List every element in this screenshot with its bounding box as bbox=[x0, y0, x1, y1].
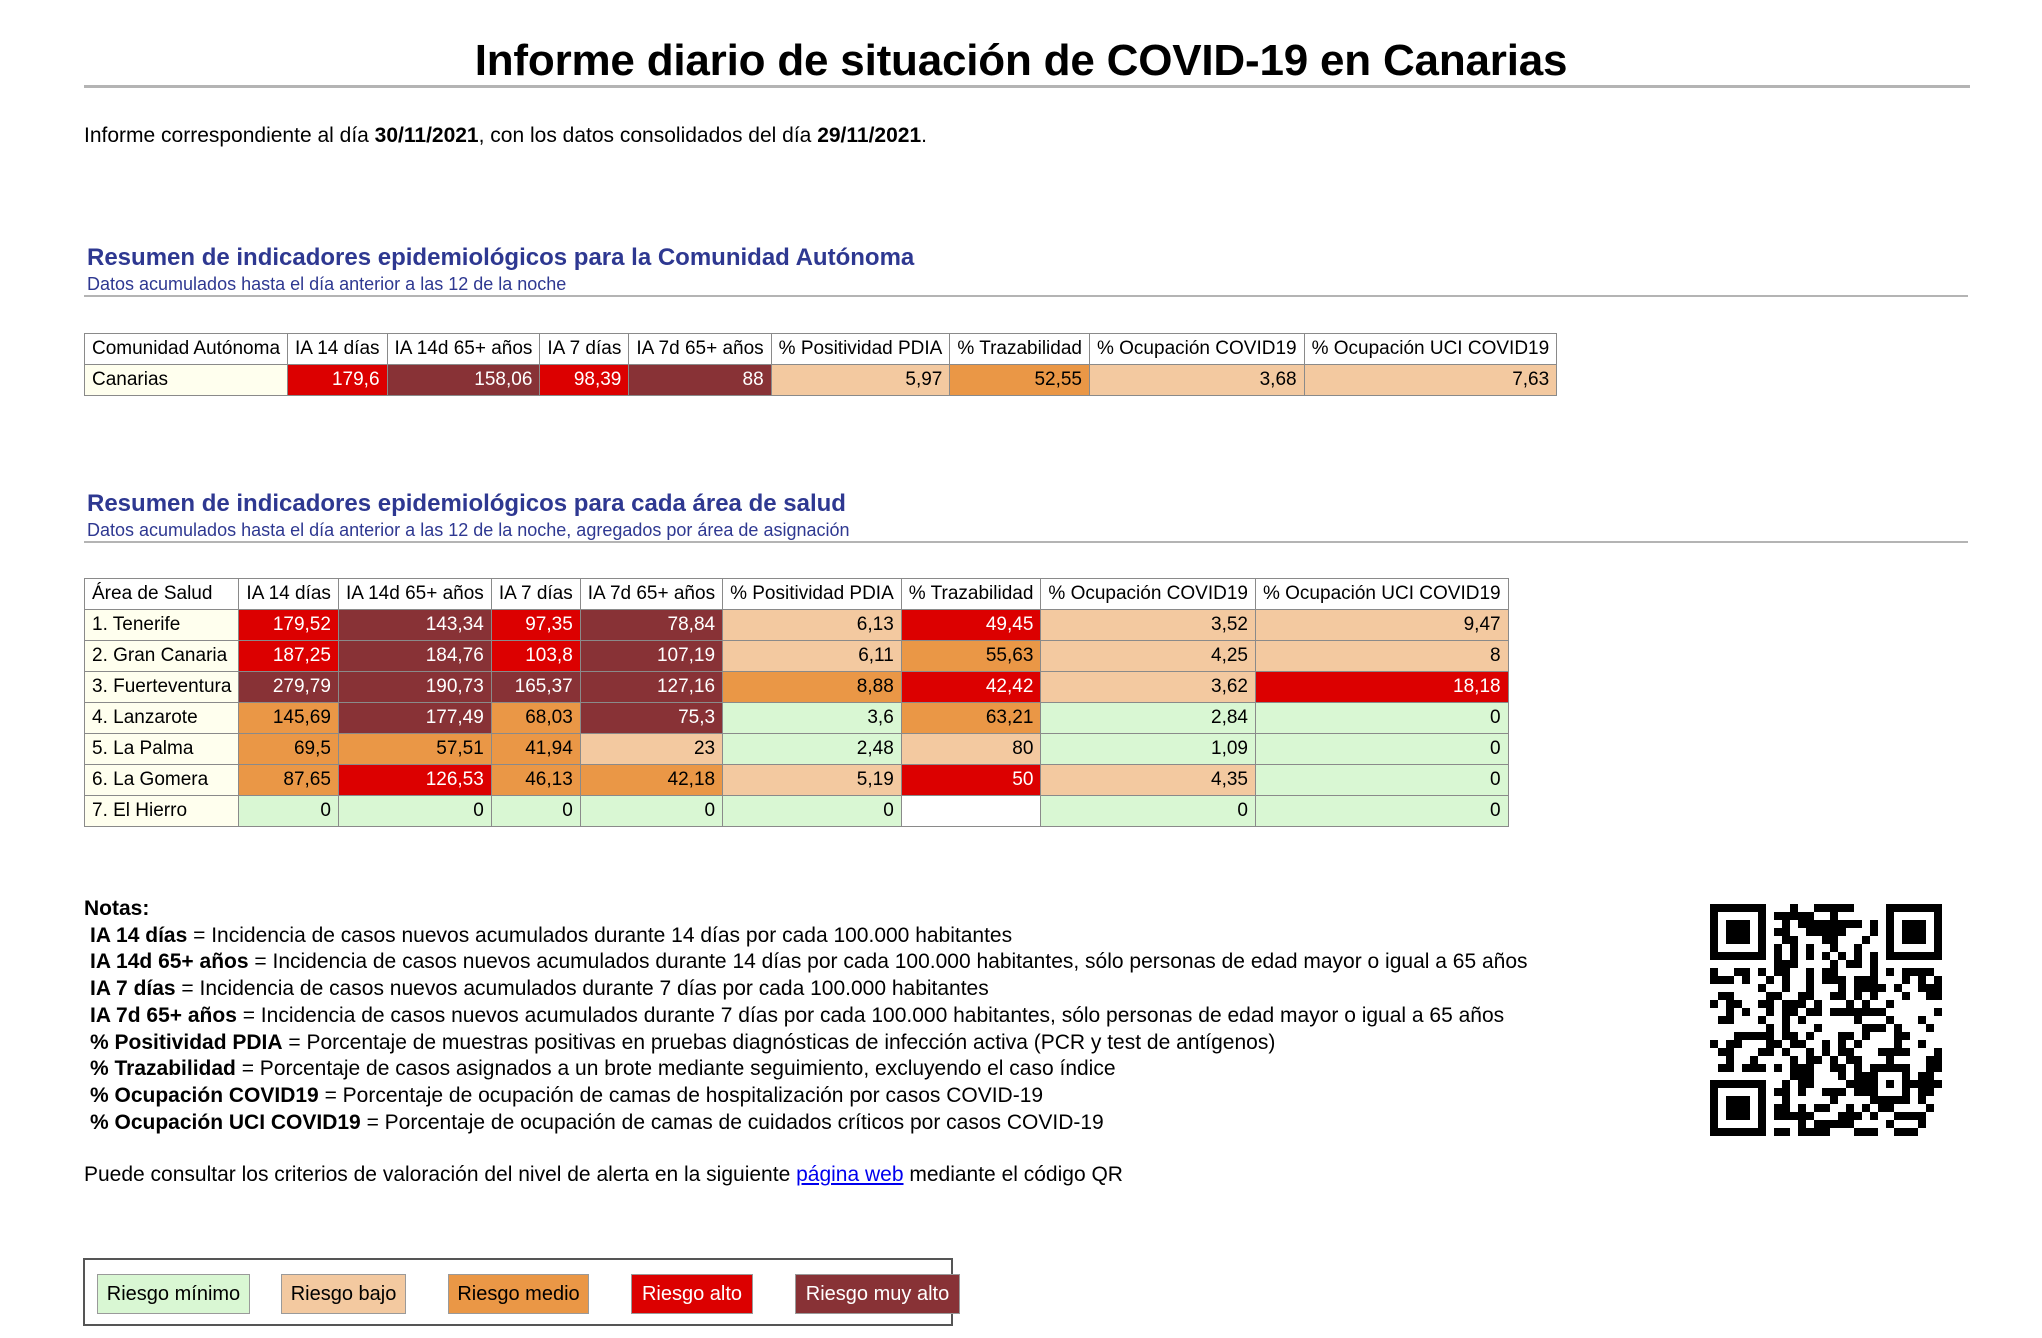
column-header: IA 14 días bbox=[239, 579, 339, 610]
note-term: % Positividad PDIA bbox=[90, 1030, 283, 1054]
note-term: % Trazabilidad bbox=[90, 1057, 236, 1081]
indicator-cell: 3,68 bbox=[1089, 365, 1304, 396]
legend-item: Riesgo mínimo bbox=[97, 1274, 250, 1314]
indicator-cell: 8 bbox=[1255, 641, 1508, 672]
legend-item: Riesgo medio bbox=[448, 1274, 589, 1314]
indicator-cell: 0 bbox=[338, 796, 491, 827]
footer-suffix: mediante el código QR bbox=[903, 1163, 1123, 1186]
note-item bbox=[84, 923, 1528, 950]
indicator-cell: 4,35 bbox=[1041, 765, 1256, 796]
indicator-cell: 179,6 bbox=[288, 365, 388, 396]
row-label: 2. Gran Canaria bbox=[85, 641, 239, 672]
report-date: 30/11/2021 bbox=[374, 124, 479, 147]
indicator-cell: 3,52 bbox=[1041, 610, 1256, 641]
note-item bbox=[84, 1056, 1528, 1083]
note-definition: = Porcentaje de casos asignados a un brote mediante seguimiento, excluyendo el caso índice bbox=[235, 1057, 1116, 1081]
column-header: % Ocupación COVID19 bbox=[1089, 334, 1304, 365]
indicator-cell: 127,16 bbox=[580, 672, 722, 703]
indicator-cell: 57,51 bbox=[338, 734, 491, 765]
indicator-cell: 88 bbox=[629, 365, 771, 396]
indicator-cell: 103,8 bbox=[491, 641, 580, 672]
footer-text bbox=[84, 1163, 1123, 1187]
ca-section-title: Resumen de indicadores epidemiológicos para la Comunidad Autónoma bbox=[87, 244, 915, 271]
indicator-cell: 184,76 bbox=[338, 641, 491, 672]
ca-section-divider bbox=[84, 295, 1968, 297]
indicator-cell: 0 bbox=[1255, 765, 1508, 796]
indicator-cell: 98,39 bbox=[540, 365, 629, 396]
indicator-cell: 3,6 bbox=[723, 703, 902, 734]
row-label: 6. La Gomera bbox=[85, 765, 239, 796]
title-divider bbox=[84, 85, 1970, 88]
qr-code-icon[interactable] bbox=[1710, 904, 1942, 1136]
column-header: IA 7d 65+ años bbox=[629, 334, 771, 365]
column-header: % Ocupación UCI COVID19 bbox=[1255, 579, 1508, 610]
indicator-cell: 41,94 bbox=[491, 734, 580, 765]
risk-legend bbox=[83, 1258, 953, 1326]
areas-section-divider bbox=[84, 541, 1968, 543]
indicator-cell: 23 bbox=[580, 734, 722, 765]
indicator-cell: 5,97 bbox=[771, 365, 950, 396]
note-definition: = Incidencia de casos nuevos acumulados durante 7 días por cada 100.000 habitantes, sólo personas de edad mayor o igual a 65 años bbox=[236, 1003, 1505, 1027]
table-row bbox=[85, 703, 1509, 734]
indicator-cell: 52,55 bbox=[950, 365, 1090, 396]
ca-section-subtitle: Datos acumulados hasta el día anterior a las 12 de la noche bbox=[87, 274, 567, 294]
indicator-cell: 50 bbox=[901, 765, 1041, 796]
indicator-cell: 9,47 bbox=[1255, 610, 1508, 641]
indicator-cell: 0 bbox=[1255, 703, 1508, 734]
notes-block bbox=[84, 896, 1528, 1136]
page-title: Informe diario de situación de COVID-19 en Canarias bbox=[474, 36, 1568, 85]
note-item bbox=[84, 976, 1528, 1003]
column-header: IA 7d 65+ años bbox=[580, 579, 722, 610]
indicator-cell: 68,03 bbox=[491, 703, 580, 734]
column-header: % Trazabilidad bbox=[950, 334, 1090, 365]
note-definition: = Porcentaje de ocupación de camas de hospitalización por casos COVID-19 bbox=[318, 1083, 1044, 1107]
data-date: 29/11/2021 bbox=[817, 124, 922, 147]
indicator-cell: 0 bbox=[580, 796, 722, 827]
indicator-cell: 179,52 bbox=[239, 610, 339, 641]
note-term: IA 14d 65+ años bbox=[90, 950, 249, 974]
indicator-cell: 63,21 bbox=[901, 703, 1041, 734]
indicator-cell: 6,11 bbox=[723, 641, 902, 672]
row-label: 5. La Palma bbox=[85, 734, 239, 765]
indicator-cell: 0 bbox=[239, 796, 339, 827]
indicator-cell: 78,84 bbox=[580, 610, 722, 641]
report-intro bbox=[84, 124, 927, 148]
table-header-row bbox=[85, 334, 1557, 365]
indicator-cell: 190,73 bbox=[338, 672, 491, 703]
indicator-cell: 1,09 bbox=[1041, 734, 1256, 765]
indicator-cell: 2,84 bbox=[1041, 703, 1256, 734]
note-term: % Ocupación COVID19 bbox=[90, 1083, 319, 1107]
areas-section-subtitle: Datos acumulados hasta el día anterior a las 12 de la noche, agregados por área de asignación bbox=[87, 520, 850, 540]
indicator-cell: 18,18 bbox=[1255, 672, 1508, 703]
indicator-cell: 8,88 bbox=[723, 672, 902, 703]
alert-criteria-link[interactable]: página web bbox=[796, 1163, 904, 1186]
intro-middle: , con los datos consolidados del día bbox=[478, 124, 818, 147]
indicator-cell: 5,19 bbox=[723, 765, 902, 796]
column-header: Comunidad Autónoma bbox=[85, 334, 288, 365]
legend-item: Riesgo muy alto bbox=[795, 1274, 960, 1314]
note-definition: = Incidencia de casos nuevos acumulados durante 7 días por cada 100.000 habitantes bbox=[175, 977, 989, 1001]
row-label: 1. Tenerife bbox=[85, 610, 239, 641]
column-header: IA 7 días bbox=[540, 334, 629, 365]
column-header: Área de Salud bbox=[85, 579, 239, 610]
column-header: IA 14d 65+ años bbox=[387, 334, 540, 365]
column-header: % Positividad PDIA bbox=[771, 334, 950, 365]
column-header: % Ocupación UCI COVID19 bbox=[1304, 334, 1557, 365]
indicator-cell: 0 bbox=[1041, 796, 1256, 827]
indicator-cell: 69,5 bbox=[239, 734, 339, 765]
indicator-cell: 177,49 bbox=[338, 703, 491, 734]
indicator-cell: 107,19 bbox=[580, 641, 722, 672]
indicator-cell: 80 bbox=[901, 734, 1041, 765]
table-row bbox=[85, 796, 1509, 827]
notes-heading: Notas: bbox=[84, 897, 150, 920]
table-row bbox=[85, 672, 1509, 703]
column-header: % Ocupación COVID19 bbox=[1041, 579, 1256, 610]
note-item bbox=[84, 1083, 1528, 1110]
indicator-cell: 143,34 bbox=[338, 610, 491, 641]
table-row bbox=[85, 765, 1509, 796]
note-definition: = Porcentaje de ocupación de camas de cuidados críticos por casos COVID-19 bbox=[360, 1110, 1104, 1134]
legend-item: Riesgo alto bbox=[631, 1274, 753, 1314]
row-label: 4. Lanzarote bbox=[85, 703, 239, 734]
table-header-row bbox=[85, 579, 1509, 610]
intro-suffix: . bbox=[921, 124, 927, 147]
indicator-cell: 87,65 bbox=[239, 765, 339, 796]
areas-indicators-table bbox=[84, 578, 1509, 827]
indicator-cell: 49,45 bbox=[901, 610, 1041, 641]
row-label: 7. El Hierro bbox=[85, 796, 239, 827]
indicator-cell: 0 bbox=[1255, 796, 1508, 827]
column-header: % Positividad PDIA bbox=[723, 579, 902, 610]
note-item bbox=[84, 1030, 1528, 1057]
indicator-cell: 3,62 bbox=[1041, 672, 1256, 703]
table-row bbox=[85, 610, 1509, 641]
indicator-cell: 55,63 bbox=[901, 641, 1041, 672]
row-label: 3. Fuerteventura bbox=[85, 672, 239, 703]
column-header: IA 14d 65+ años bbox=[338, 579, 491, 610]
intro-prefix: Informe correspondiente al día bbox=[84, 124, 375, 147]
note-term: IA 14 días bbox=[90, 923, 188, 947]
row-label: Canarias bbox=[85, 365, 288, 396]
indicator-cell: 0 bbox=[1255, 734, 1508, 765]
indicator-cell: 2,48 bbox=[723, 734, 902, 765]
indicator-cell: 42,42 bbox=[901, 672, 1041, 703]
indicator-cell: 7,63 bbox=[1304, 365, 1557, 396]
table-row bbox=[85, 365, 1557, 396]
legend-item: Riesgo bajo bbox=[281, 1274, 406, 1314]
table-row bbox=[85, 641, 1509, 672]
note-term: % Ocupación UCI COVID19 bbox=[90, 1110, 361, 1134]
areas-section-title: Resumen de indicadores epidemiológicos para cada área de salud bbox=[87, 490, 846, 517]
indicator-cell: 279,79 bbox=[239, 672, 339, 703]
indicator-cell bbox=[901, 796, 1041, 827]
column-header: IA 7 días bbox=[491, 579, 580, 610]
note-definition: = Incidencia de casos nuevos acumulados durante 14 días por cada 100.000 habitantes, sólo personas de edad mayor o igual a 65 años bbox=[248, 950, 1528, 974]
indicator-cell: 6,13 bbox=[723, 610, 902, 641]
indicator-cell: 4,25 bbox=[1041, 641, 1256, 672]
note-term: IA 7 días bbox=[90, 977, 176, 1001]
indicator-cell: 46,13 bbox=[491, 765, 580, 796]
indicator-cell: 97,35 bbox=[491, 610, 580, 641]
table-row bbox=[85, 734, 1509, 765]
indicator-cell: 165,37 bbox=[491, 672, 580, 703]
note-item bbox=[84, 949, 1528, 976]
ca-indicators-table bbox=[84, 333, 1557, 396]
indicator-cell: 126,53 bbox=[338, 765, 491, 796]
column-header: % Trazabilidad bbox=[901, 579, 1041, 610]
note-item bbox=[84, 1003, 1528, 1030]
indicator-cell: 75,3 bbox=[580, 703, 722, 734]
indicator-cell: 42,18 bbox=[580, 765, 722, 796]
note-item bbox=[84, 1110, 1528, 1137]
indicator-cell: 0 bbox=[491, 796, 580, 827]
indicator-cell: 145,69 bbox=[239, 703, 339, 734]
note-definition: = Porcentaje de muestras positivas en pruebas diagnósticas de infección activa (PCR y test de antígenos) bbox=[282, 1030, 1276, 1054]
indicator-cell: 187,25 bbox=[239, 641, 339, 672]
footer-prefix: Puede consultar los criterios de valoración del nivel de alerta en la siguiente bbox=[84, 1163, 797, 1186]
indicator-cell: 158,06 bbox=[387, 365, 540, 396]
note-term: IA 7d 65+ años bbox=[90, 1003, 237, 1027]
indicator-cell: 0 bbox=[723, 796, 902, 827]
note-definition: = Incidencia de casos nuevos acumulados durante 14 días por cada 100.000 habitantes bbox=[187, 923, 1013, 947]
column-header: IA 14 días bbox=[288, 334, 388, 365]
